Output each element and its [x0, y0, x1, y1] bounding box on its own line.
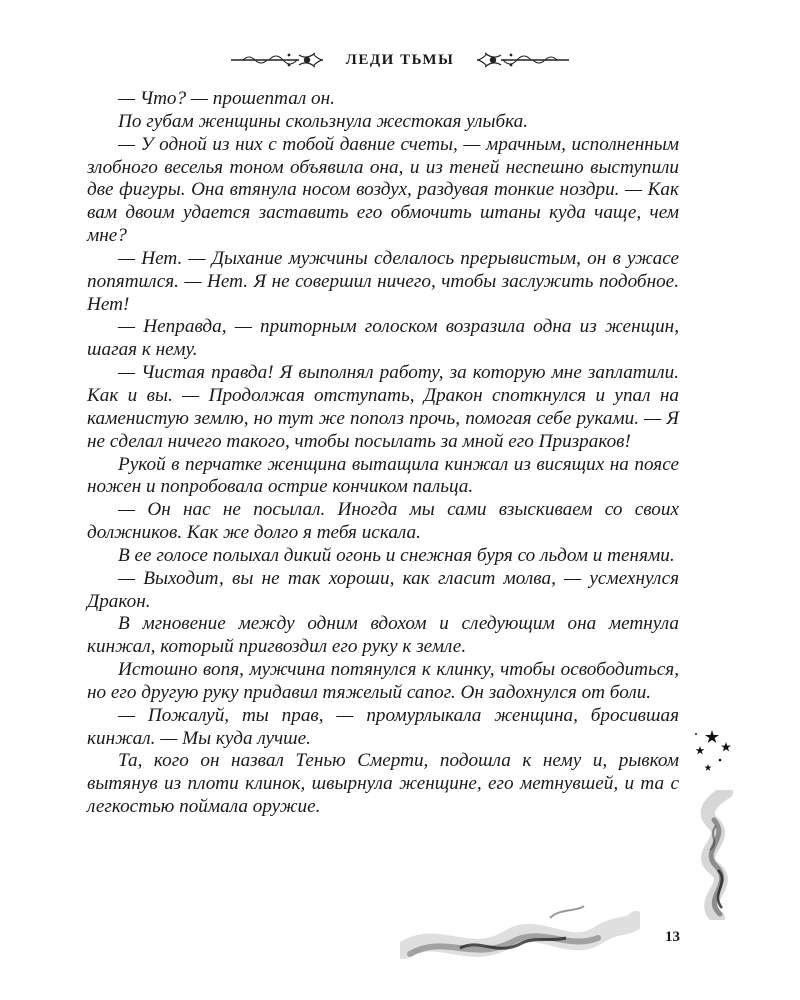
paragraph: В мгновение между одним вдохом и следующим она метнула кинжал, который пригвоздил его руку к земле. — [87, 613, 679, 658]
left-ornament-icon — [229, 50, 324, 70]
paragraph: — Выходит, вы не так хороши, как гласит молва, — усмехнулся Дракон. — [87, 567, 679, 612]
body-text — [87, 88, 679, 819]
paragraph: — Чистая правда! Я выполнял работу, за которую мне заплатили. Как и вы. — Продолжая отступать, Дракон споткнулся и упал на каменистую землю, но тут же пополз прочь, помогая себе руками. — Я не сделал ничего такого, чтобы посылать за мной его Призраков! — [87, 362, 679, 452]
running-header — [180, 46, 620, 74]
smoke-illustration — [686, 790, 750, 920]
paragraph: Рукой в перчатке женщина вытащила кинжал из висящих на поясе ножен и попробовала острие кончиком пальца. — [87, 453, 679, 498]
stars-icon — [692, 728, 734, 776]
smoke-illustration — [400, 898, 640, 976]
paragraph: — Нет. — Дыхание мужчины сделалось прерывистым, он в ужасе попятился. — Нет. Я не совершил ничего, чтобы заслужить подобное. Нет! — [87, 247, 679, 315]
paragraph: — Он нас не посылал. Иногда мы сами взыскиваем со своих должников. Как же долго я тебя искала. — [87, 499, 679, 544]
paragraph: — Пожалуй, ты прав, — промурлыкала женщина, бросившая кинжал. — Мы куда лучше. — [87, 704, 679, 749]
paragraph: Та, кого он назвал Тенью Смерти, подошла к нему и, рывком вытянув из плоти клинок, швырнула женщине, его метнувшей, и та с легкостью поймала оружие. — [87, 750, 679, 818]
right-ornament-icon — [476, 50, 571, 70]
paragraph: — Неправда, — приторным голоском возразила одна из женщин, шагая к нему. — [87, 316, 679, 361]
page-number: 13 — [665, 929, 680, 945]
header-title: ЛЕДИ ТЬМЫ — [345, 51, 455, 68]
paragraph: Истошно вопя, мужчина потянулся к клинку, чтобы освободиться, но его другую руку придавил тяжелый сапог. Он задохнулся от боли. — [87, 659, 679, 703]
paragraph: — У одной из них с тобой давние счеты, — мрачным, исполненным злобного веселья тоном объявила она, и из теней неспешно выступили две фигуры. Она втянула носом воздух, раздувая тонкие ноздри. — Как вам двоим удается заставить его обмочить штаны куда чаще, чем мне? — [87, 133, 679, 247]
paragraph: — Что? — прошептал он. — [118, 88, 335, 109]
paragraph: В ее голосе полыхал дикий огонь и снежная буря со льдом и тенями. — [118, 544, 675, 566]
paragraph: По губам женщины скользнула жестокая улыбка. — [118, 110, 529, 132]
